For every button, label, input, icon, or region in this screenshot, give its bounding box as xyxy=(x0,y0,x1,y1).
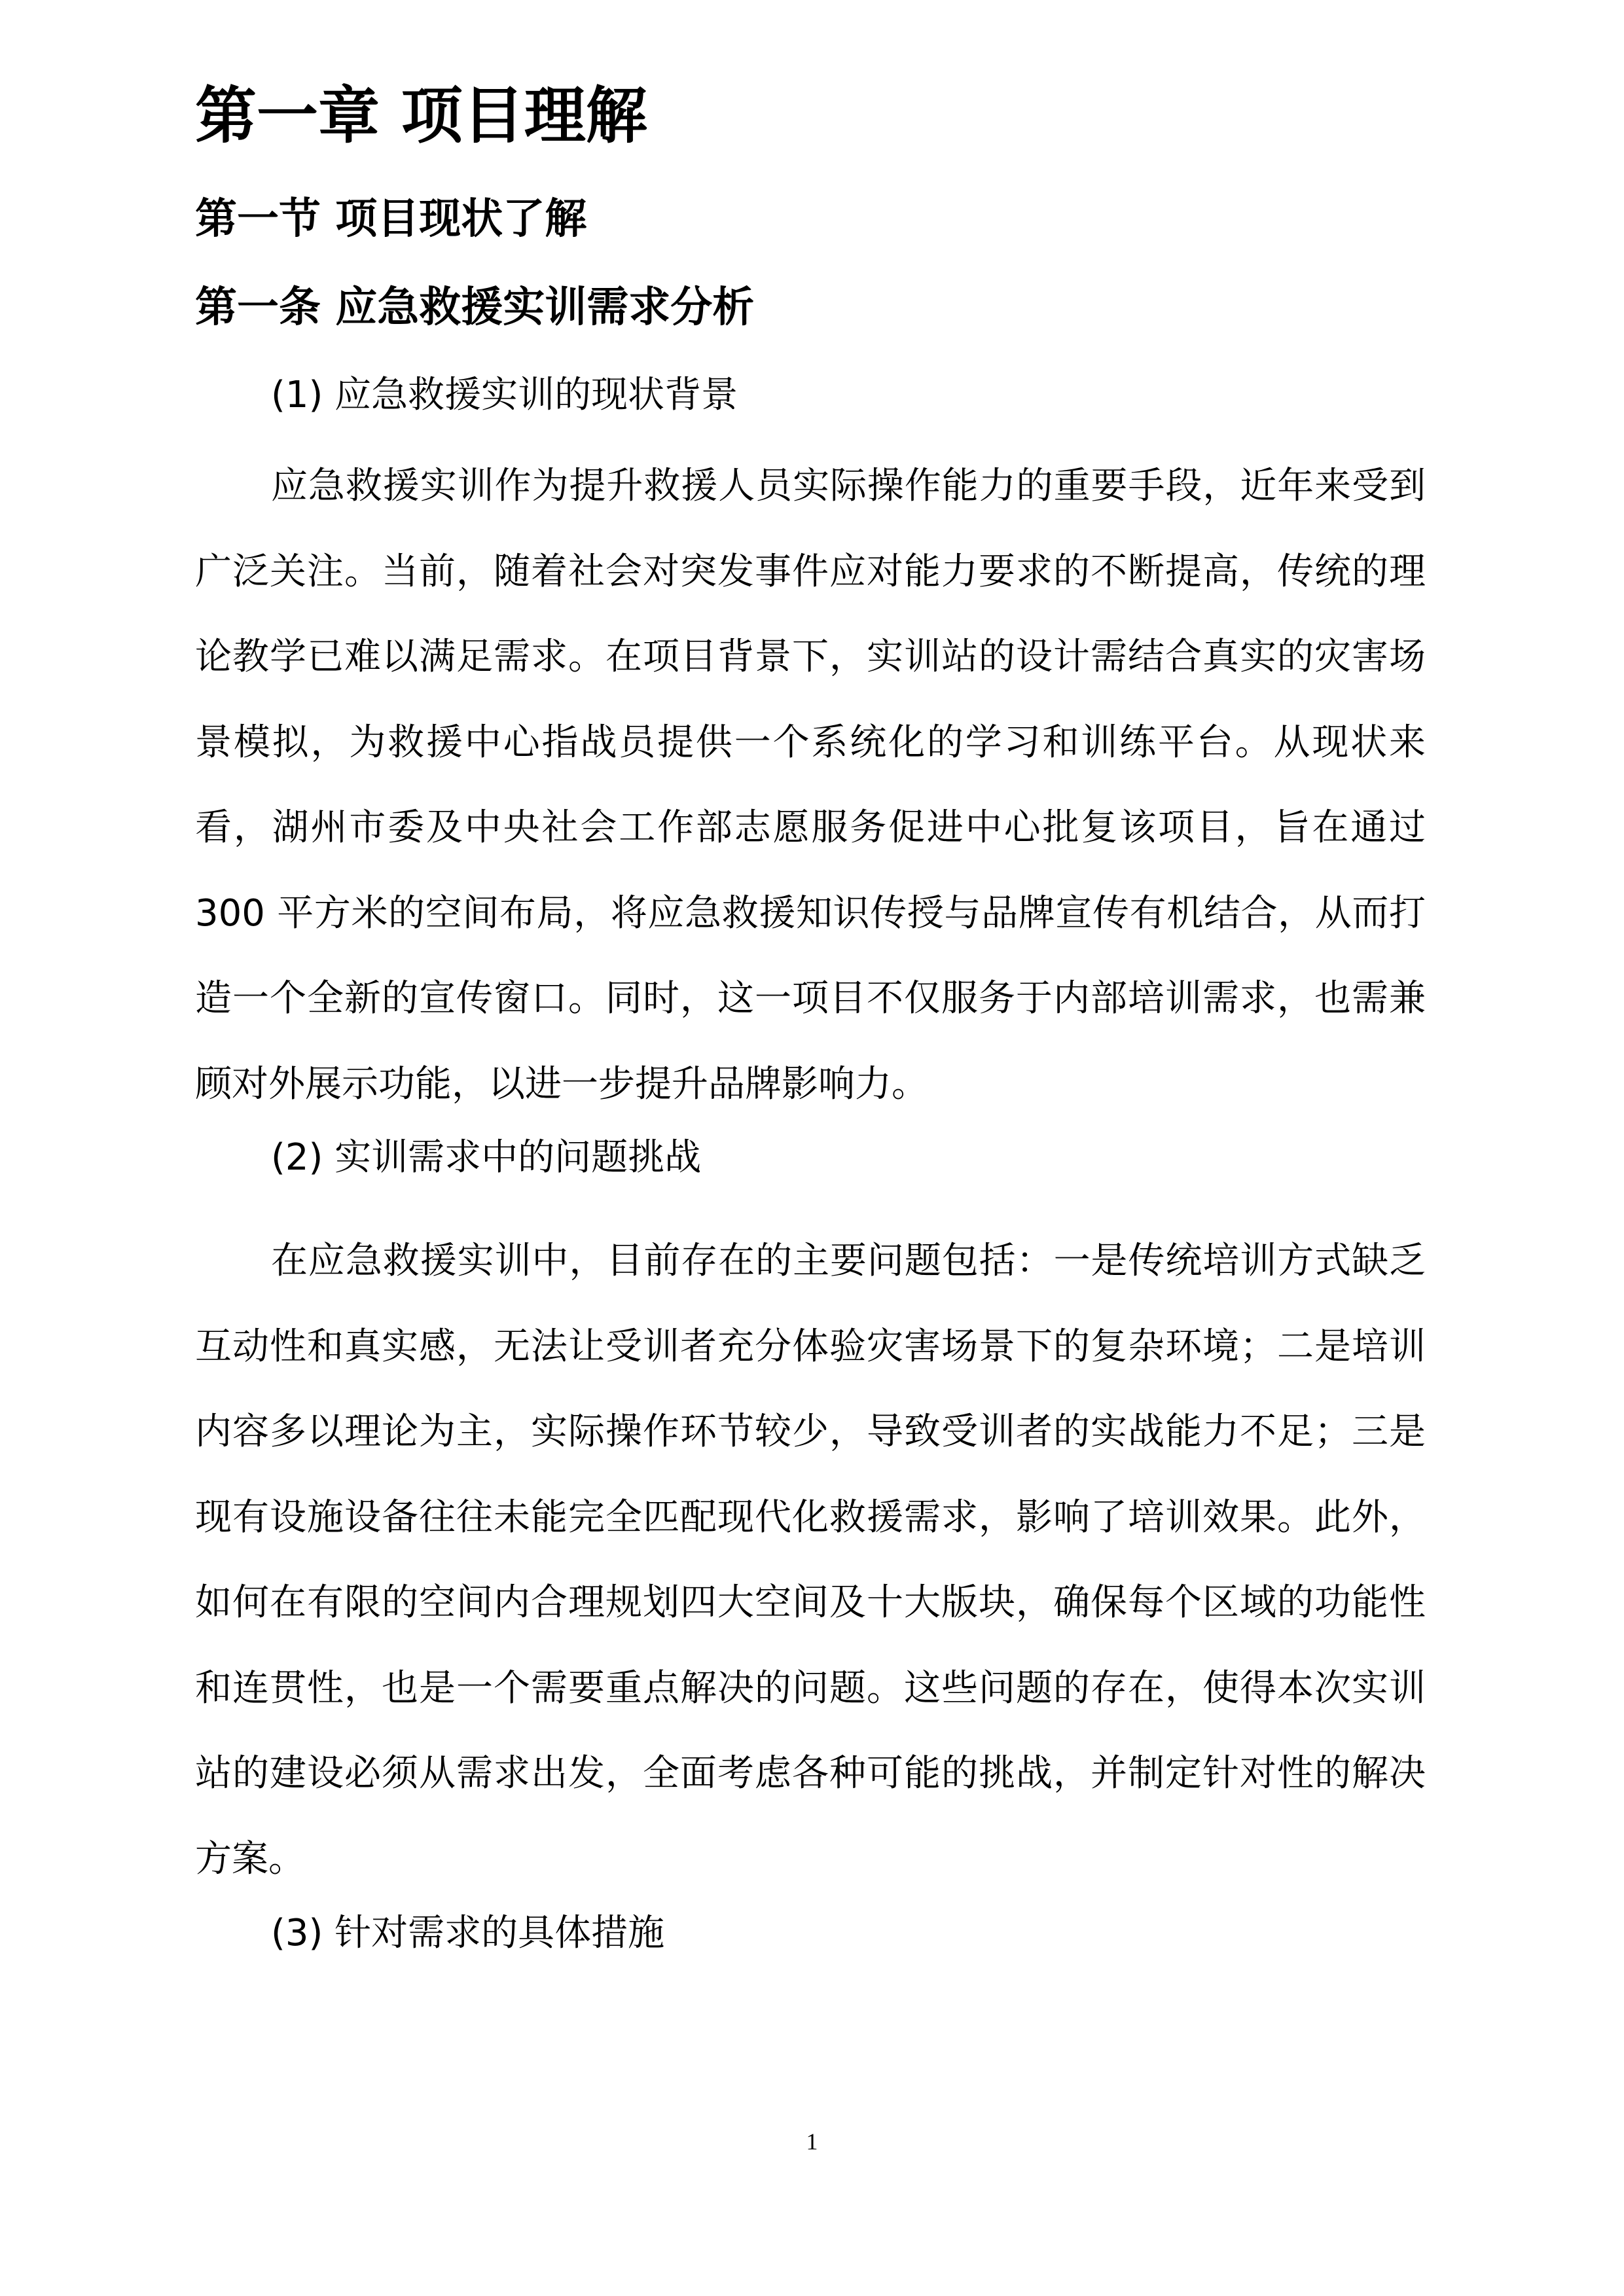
page-number: 1 xyxy=(806,2128,818,2155)
subheading-measures: (3) 针对需求的具体措施 xyxy=(271,1912,665,1954)
chapter-title: 第一章 项目理解 xyxy=(195,81,647,152)
article-title: 第一条 应急救援实训需求分析 xyxy=(195,283,755,332)
subheading-challenges: (2) 实训需求中的问题挑战 xyxy=(271,1136,702,1179)
paragraph-challenges: 在应急救援实训中，目前存在的主要问题包括：一是传统培训方式缺乏互动性和真实感，无法让受训者充分体验灾害场景下的复杂环境；二是培训内容多以理论为主，实际操作环节较少，导致受训者的实战能力不足；三是现有设施设备往往未能完全匹配现代化救援需求，影响了培训效果。此外，如何在有限的空间内合理规划四大空间及十大版块，确保每个区域的功能性和连贯性，也是一个需要重点解决的问题。这些问题的存在，使得本次实训站的建设必须从需求出发，全面考虑各种可能的挑战，并制定针对性的解决方案。 xyxy=(195,1240,1426,1880)
paragraph-background: 应急救援实训作为提升救援人员实际操作能力的重要手段，近年来受到广泛关注。当前，随着社会对突发事件应对能力要求的不断提高，传统的理论教学已难以满足需求。在项目背景下，实训站的设计需结合真实的灾害场景模拟，为救援中心指战员提供一个系统化的学习和训练平台。从现状来看，湖州市委及中央社会工作部志愿服务促进中心批复该项目，旨在通过 300 平方米的空间布局，将应急救援知识传授与品牌宣传有机结合，从而打造一个全新的宣传窗口。同时，这一项目不仅服务于内部培训需求，也需兼顾对外展示功能，以进一步提升品牌影响力。 xyxy=(195,465,1426,1105)
section-title: 第一节 项目现状了解 xyxy=(195,195,587,243)
subheading-background: (1) 应急救援实训的现状背景 xyxy=(271,374,738,416)
